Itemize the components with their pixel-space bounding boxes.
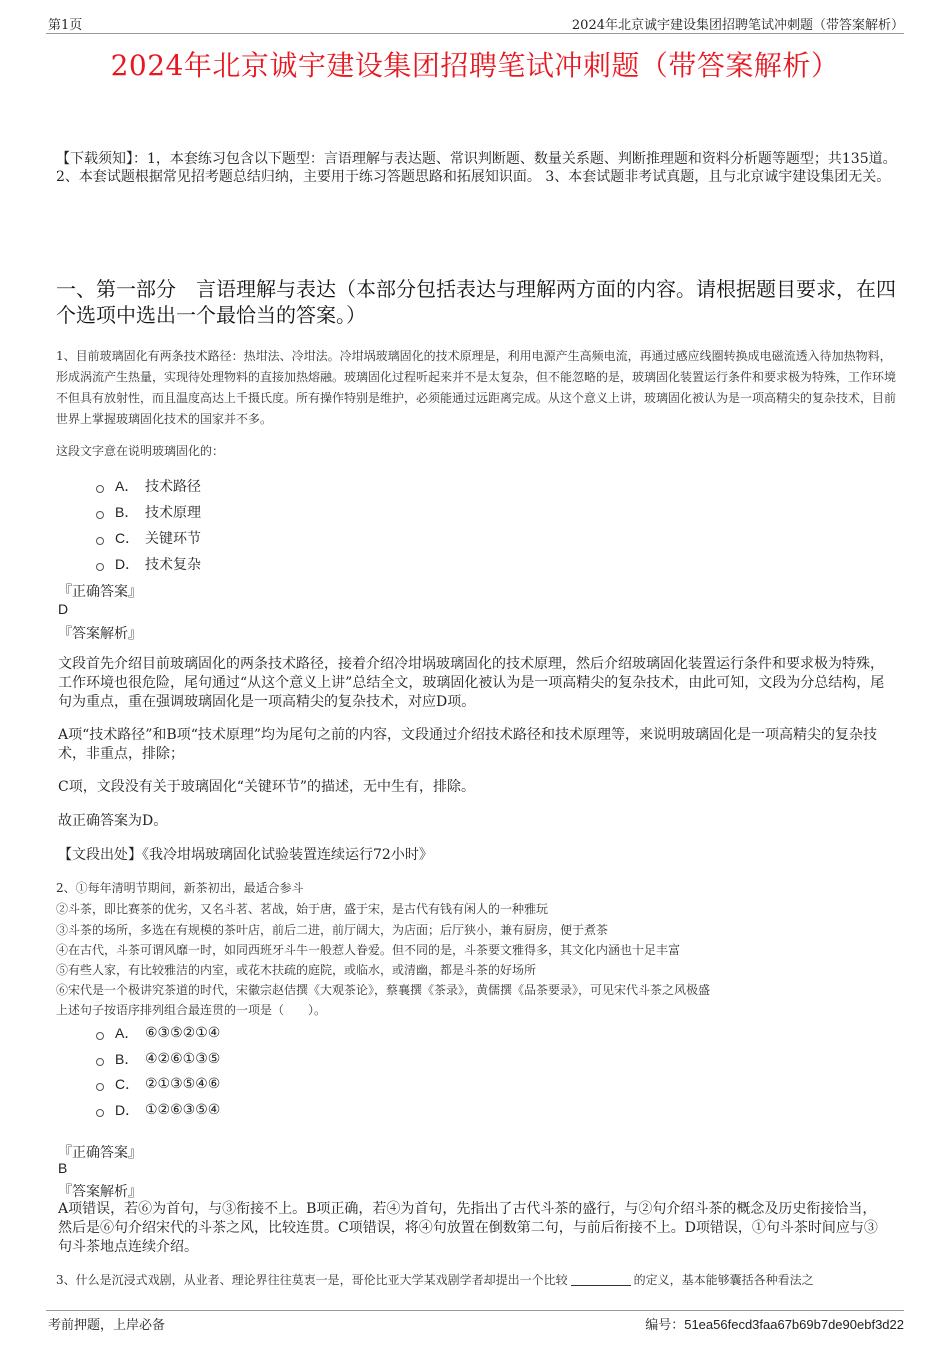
footer-slogan: 考前押题，上岸必备 (48, 1318, 166, 1333)
question-1-answer: D (58, 601, 69, 617)
question-1-option-a[interactable] (96, 476, 201, 496)
question-2-line: ④在古代，斗茶可谓风靡一时，如同西班牙斗牛一般惹人眷爱。但不同的是，斗茶要文雅得多，其文化内涵也十足丰富 (56, 943, 681, 957)
option-letter: D． (115, 1102, 140, 1118)
radio-icon[interactable] (96, 1058, 104, 1066)
question-2-line: ③斗茶的场所，多选在有规模的茶叶店，前后二进，前厅阔大，为店面；后厅狭小，兼有厨房，便于煮茶 (56, 923, 609, 937)
radio-icon[interactable] (96, 563, 104, 571)
question-1-analysis-label: 『答案解析』 (58, 626, 142, 642)
radio-icon[interactable] (96, 485, 104, 493)
option-text: 技术路径 (145, 479, 201, 495)
question-3-text-before: 3、什么是沉浸式戏剧，从业者、理论界往往莫衷一是，哥伦比亚大学某戏剧学者却提出一个比较 (56, 1273, 568, 1287)
option-text: 技术原理 (145, 505, 201, 521)
option-text: ⑥③⑤②①④ (145, 1025, 221, 1041)
option-letter: C． (115, 530, 140, 546)
question-1-analysis-paragraph: C项，文段没有关于玻璃固化“关键环节”的描述，无中生有，排除。 (58, 779, 476, 795)
download-notice: 【下载须知】：1，本套练习包含以下题型：言语理解与表达题、常识判断题、数量关系题、判断推理题和资料分析题等题型；共135道。 2、本套试题根据常见招考题总结归纳，主要用于练习答题思路和拓展知识面。 3、本套试题非考试真题，且与北京诚宇建设集团无关。 (56, 151, 897, 185)
question-1-answer-label: 『正确答案』 (58, 584, 142, 600)
question-1-stem: 1、目前玻璃固化有两条技术路径：热坩法、冷坩法。冷坩埚玻璃固化的技术原理是，利用电源产生高频电流，再通过感应线圈转换成电磁流透入待加热物料，形成涡流产生热量，实现待处理物料的直接加热熔融。玻璃固化过程听起来并不是太复杂，但不能忽略的是，玻璃固化装置运行条件和要求极为特殊，工作环境不但具有放射性，而且温度高达上千摄氏度。所有操作特别是维护，必须能通过远距离完成。从这个意义上讲，玻璃固化被认为是一项高精尖的复杂技术，目前世界上掌握玻璃固化技术的国家并不多。 (56, 349, 897, 426)
question-2-option-b[interactable] (96, 1049, 220, 1069)
option-letter: A． (115, 478, 139, 494)
question-2-option-d[interactable] (96, 1100, 220, 1120)
option-text: ④②⑥①③⑤ (145, 1051, 221, 1067)
radio-icon[interactable] (96, 1109, 104, 1117)
option-letter: A． (115, 1025, 139, 1041)
radio-icon[interactable] (96, 1083, 104, 1091)
footer-divider (46, 1310, 904, 1311)
question-2-answer-label: 『正确答案』 (58, 1145, 142, 1161)
question-1-analysis-paragraph: A项“技术路径”和B项“技术原理”均为尾句之前的内容，文段通过介绍技术路径和技术原理等，来说明玻璃固化是一项高精尖的复杂技术，非重点，排除； (58, 727, 878, 762)
question-2-option-c[interactable] (96, 1074, 220, 1094)
question-2-line: 2、①每年清明节期间，新茶初出，最适合参斗 (56, 881, 304, 895)
option-letter: B． (115, 1051, 139, 1067)
question-2-line: 上述句子按语序排列组合最连贯的一项是（ ）。 (56, 1003, 327, 1017)
question-1-option-c[interactable] (96, 528, 201, 548)
page-header-page-number: 第1页 (48, 18, 83, 33)
question-3-text-after: 的定义，基本能够囊括各种看法之 (633, 1273, 814, 1287)
section-title: 一、第一部分 言语理解与表达（本部分包括表达与理解两方面的内容。请根据题目要求，在四个选项中选出一个最恰当的答案。） (56, 277, 896, 327)
page-header-doc-title: 2024年北京诚宇建设集团招聘笔试冲刺题（带答案解析） (571, 18, 904, 33)
radio-icon[interactable] (96, 1032, 104, 1040)
option-letter: C． (115, 1076, 140, 1092)
question-1-source: 【文段出处】《我冷坩埚玻璃固化试验装置连续运行72小时》 (58, 847, 433, 863)
option-text: ②①③⑤④⑥ (145, 1076, 221, 1092)
question-3-stem (56, 1271, 814, 1288)
option-letter: B． (115, 504, 139, 520)
question-2-line: ⑤有些人家，有比较雅洁的内室，或花木扶疏的庭院，或临水，或清幽，都是斗茶的好场所 (56, 963, 537, 977)
header-divider (46, 33, 904, 34)
question-1-option-d[interactable] (96, 554, 201, 574)
option-text: 技术复杂 (145, 557, 201, 573)
question-2-option-a[interactable] (96, 1023, 220, 1043)
question-1-analysis-paragraph: 文段首先介绍目前玻璃固化的两条技术路径，接着介绍冷坩埚玻璃固化的技术原理，然后介绍玻璃固化装置运行条件和要求极为特殊，工作环境也很危险，尾句通过“从这个意义上讲”总结全文，玻璃固化被认为是一项高精尖的复杂技术，由此可知，文段为分总结构，尾句为重点，重在强调玻璃固化是一项高精尖的复杂技术，对应D项。 (58, 656, 885, 710)
option-letter: D． (115, 556, 140, 572)
question-2-line: ⑥宋代是一个极讲究茶道的时代，宋徽宗赵佶撰《大观茶论》，蔡襄撰《茶录》，黄儒撰《品茶要录》，可见宋代斗茶之风极盛 (56, 983, 711, 997)
question-1-prompt: 这段文字意在说明玻璃固化的： (56, 444, 225, 458)
question-2-line: ②斗茶，即比赛茶的优劣，又名斗茗、茗战，始于唐，盛于宋，是古代有钱有闲人的一种雅玩 (56, 902, 549, 916)
question-2-analysis-label: 『答案解析』 (58, 1184, 142, 1200)
question-1-analysis-paragraph: 故正确答案为D。 (58, 813, 168, 829)
page-title: 2024年北京诚宇建设集团招聘笔试冲刺题（带答案解析） (110, 49, 840, 82)
option-text: ①②⑥③⑤④ (145, 1102, 221, 1118)
footer-serial-number: 编号：51ea56fecd3faa67b69b7de90ebf3d22 (645, 1317, 904, 1332)
fill-blank[interactable] (571, 1273, 631, 1286)
radio-icon[interactable] (96, 537, 104, 545)
question-2-analysis: A项错误，若⑥为首句，与③衔接不上。B项正确，若④为首句，先指出了古代斗茶的盛行，与②句介绍斗茶的概念及历史衔接恰当，然后是⑥句介绍宋代的斗茶之风，比较连贯。C项错误，将④句放置在倒数第二句，与前后衔接不上。D项错误，①句斗茶时间应与③句斗茶地点连续介绍。 (58, 1201, 878, 1255)
option-text: 关键环节 (145, 531, 201, 547)
question-2-answer: B (58, 1160, 68, 1176)
question-1-option-b[interactable] (96, 502, 201, 522)
radio-icon[interactable] (96, 511, 104, 519)
